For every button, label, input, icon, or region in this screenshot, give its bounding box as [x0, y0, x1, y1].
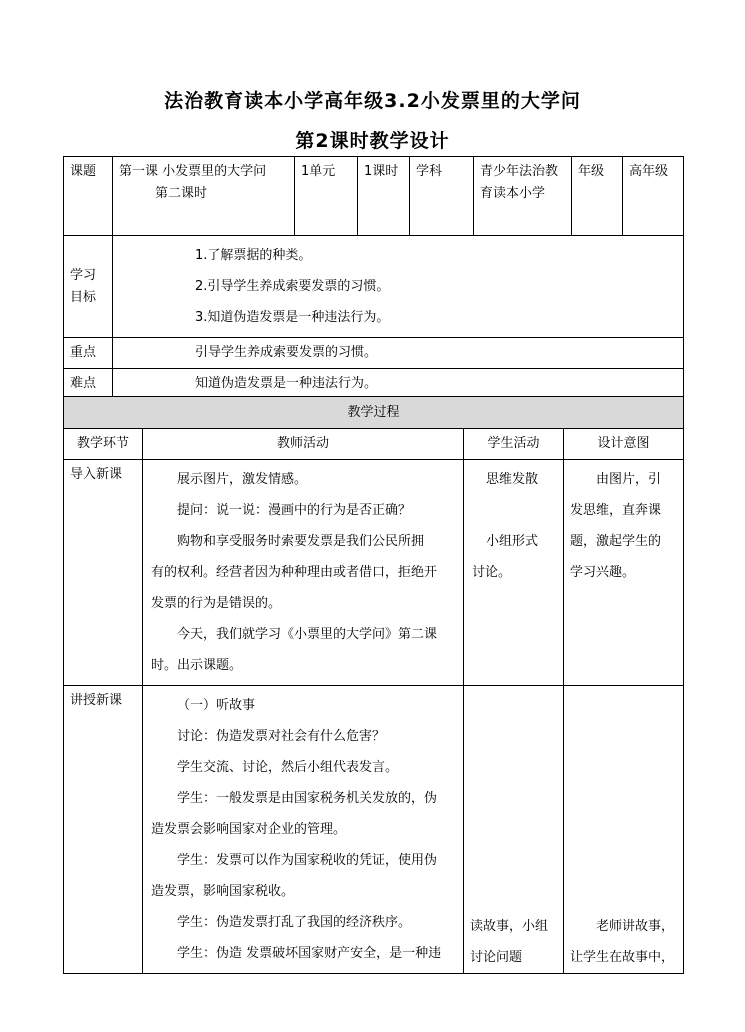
intro-teacher-activity	[143, 460, 464, 686]
document-title: 法治教育读本小学高年级3.2小发票里的大学问	[164, 90, 581, 112]
column-header: 教学环节	[64, 429, 143, 460]
intent-text-line: 让学生在故事中，	[570, 950, 675, 965]
column-header: 教师活动	[143, 429, 464, 460]
teacher-text-line: 讨论：伪造发票对社会有什么危害？	[177, 729, 386, 744]
label-grade: 年级	[572, 157, 623, 236]
lecture-student-activity	[464, 686, 564, 974]
intro-student-activity	[464, 460, 564, 686]
intent-text-line: 发思维，直奔课	[570, 503, 662, 518]
teacher-text-line: 发票的行为是错误的。	[151, 596, 282, 611]
document-subtitle: 第2课时教学设计	[295, 130, 450, 152]
difficult-point-cell: 知道伪造发票是一种违法行为。	[113, 369, 684, 400]
label-goals-line-2: 目标	[70, 289, 97, 305]
subject-line-1: 青少年法治教	[480, 164, 559, 179]
teacher-text-line: 展示图片，激发情感。	[177, 472, 308, 487]
goal-item: 1.了解票据的种类。	[195, 248, 312, 263]
topic-line-2: 第二课时	[155, 186, 208, 201]
label-key: 重点	[64, 338, 113, 369]
teacher-text-line: 造发票会影响国家对企业的管理。	[151, 822, 347, 837]
teacher-text-line: 学生：伪造发票打乱了我国的经济秩序。	[177, 915, 412, 930]
teacher-text-line: 造发票，影响国家税收。	[151, 884, 295, 899]
student-text-line: 讨论问题	[470, 950, 523, 965]
teacher-text-line: 学生：发票可以作为国家税收的凭证，使用伪	[177, 853, 438, 868]
intent-text-line: 由图片，引	[596, 472, 662, 487]
student-text-line: 思维发散	[486, 472, 539, 487]
course-info-table	[63, 156, 684, 400]
label-topic: 课题	[64, 157, 113, 236]
lecture-teacher-activity	[143, 686, 464, 974]
stage-lecture: 讲授新课	[64, 686, 143, 974]
intent-text-line: 题，激起学生的	[570, 534, 662, 549]
goals-cell	[113, 236, 684, 338]
grade-cell: 高年级	[623, 157, 684, 236]
column-header: 设计意图	[564, 429, 684, 460]
unit-cell: 1单元	[295, 157, 358, 236]
spacer	[472, 495, 557, 526]
intent-text-line: 老师讲故事，	[596, 919, 675, 934]
teacher-text-line: （一）听故事	[177, 698, 256, 713]
subject-line-2: 育读本小学	[480, 186, 546, 201]
stage-intro: 导入新课	[64, 460, 143, 686]
teacher-text-line: 时。出示课题。	[151, 658, 243, 673]
topic-line-1: 第一课 小发票里的大学问	[119, 164, 267, 179]
goal-item: 3.知道伪造发票是一种违法行为。	[195, 310, 390, 325]
teacher-text-line: 学生交流、讨论，然后小组代表发言。	[177, 760, 399, 775]
label-goals-line-1: 学习	[70, 267, 97, 283]
goal-item: 2.引导学生养成索要发票的习惯。	[195, 279, 390, 294]
teacher-text-line: 学生：伪造 发票破坏国家财产安全，是一种违	[177, 946, 442, 961]
student-text-line: 讨论。	[472, 565, 512, 580]
student-text-line: 小组形式	[486, 534, 539, 549]
label-subject: 学科	[410, 157, 474, 236]
intent-text-line: 学习兴趣。	[570, 565, 636, 580]
student-text-line: 读故事，小组	[470, 919, 549, 934]
teacher-text-line: 有的权利。经营者因为种种理由或者借口，拒绝开	[151, 565, 438, 580]
teacher-text-line: 今天，我们就学习《小票里的大学问》第二课	[177, 627, 438, 642]
intro-design-intent	[564, 460, 684, 686]
subject-cell	[474, 157, 572, 236]
label-goals	[64, 236, 113, 338]
teacher-text-line: 学生：一般发票是由国家税务机关发放的，伪	[177, 791, 438, 806]
key-point-cell: 引导学生养成索要发票的习惯。	[113, 338, 684, 369]
teacher-text-line: 购物和享受服务时索要发票是我们公民所拥	[177, 534, 425, 549]
label-difficult: 难点	[64, 369, 113, 400]
topic-cell	[113, 157, 295, 236]
column-header: 学生活动	[464, 429, 564, 460]
process-title: 教学过程	[64, 397, 684, 429]
teaching-process-table	[63, 396, 684, 974]
teacher-text-line: 提问：说一说：漫画中的行为是否正确？	[177, 503, 412, 518]
periods-cell: 1课时	[358, 157, 410, 236]
lecture-design-intent	[564, 686, 684, 974]
